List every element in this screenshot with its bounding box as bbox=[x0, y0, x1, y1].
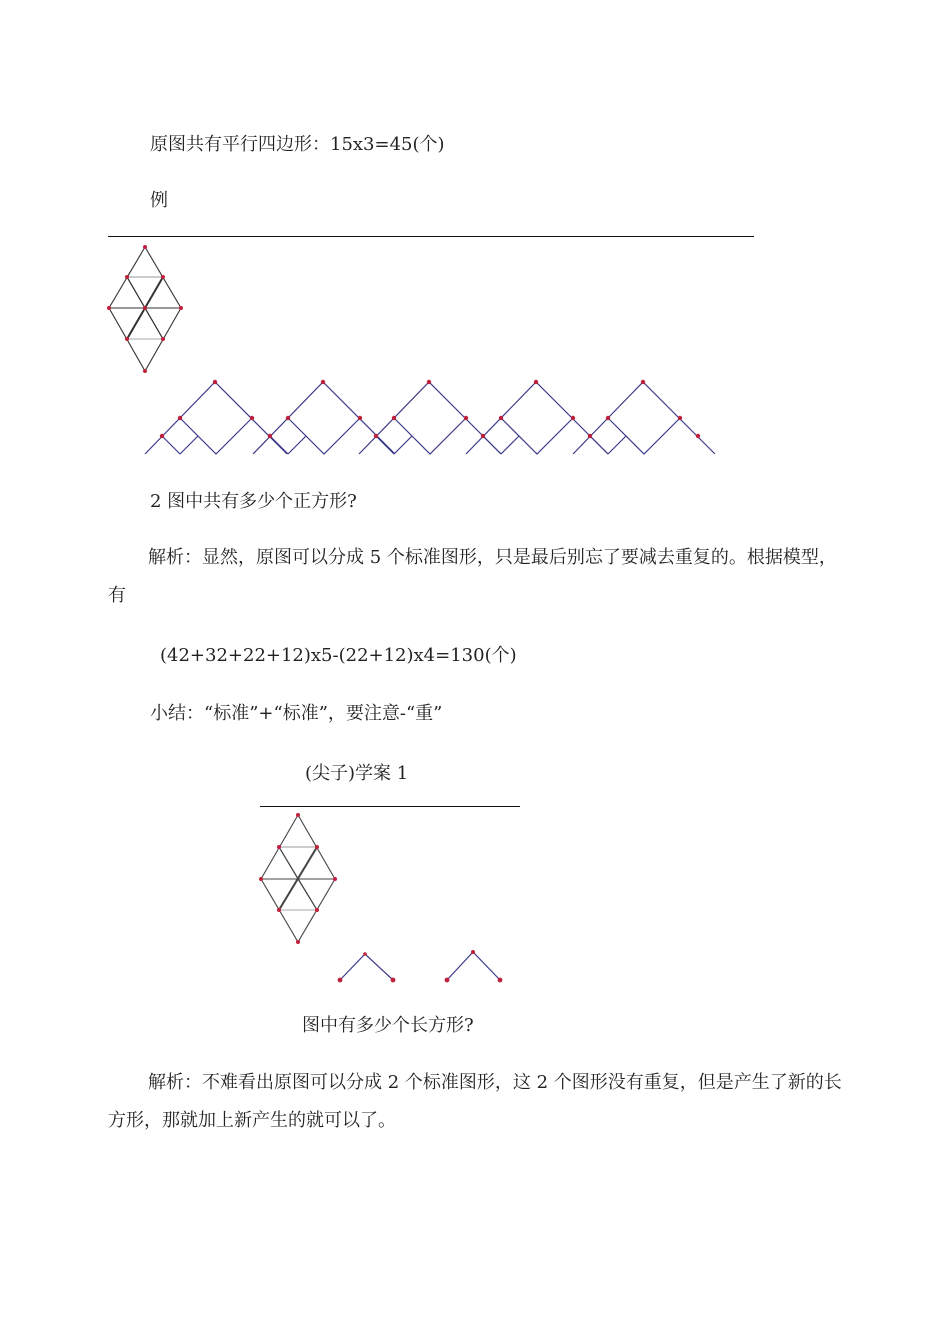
analysis-paragraph-2: 解析：不难看出原图可以分成 2 个标准图形，这 2 个图形没有重复，但是产生了新的长方形，那就加上新产生的就可以了。 bbox=[108, 1072, 842, 1131]
analysis-paragraph-1: 解析：显然，原图可以分成 5 个标准图形，只是最后别忘了要减去重复的。根据模型，有 bbox=[108, 547, 837, 606]
question-squares: 2 图中共有多少个正方形? bbox=[150, 491, 357, 512]
example-label: 例 bbox=[150, 190, 168, 211]
rhombus-triangle-figure bbox=[105, 244, 205, 374]
summary-line: 小结：“标准”+“标准”，要注意-“重” bbox=[150, 703, 443, 724]
rhombus-triangle-figure-2 bbox=[255, 812, 355, 947]
divider-line-2 bbox=[260, 806, 520, 807]
formula-line: (42+32+22+12)x5-(22+12)x4=130(个) bbox=[160, 645, 517, 666]
divider-line-1 bbox=[108, 236, 754, 237]
question-rectangles: 图中有多少个长方形? bbox=[302, 1015, 474, 1036]
roof-shapes-figure bbox=[335, 948, 515, 988]
line-parallelograms: 原图共有平行四边形：15x3=45(个) bbox=[150, 134, 445, 155]
section-heading: (尖子)学案 1 bbox=[305, 763, 409, 784]
square-grid-pyramids-figure bbox=[140, 378, 720, 458]
